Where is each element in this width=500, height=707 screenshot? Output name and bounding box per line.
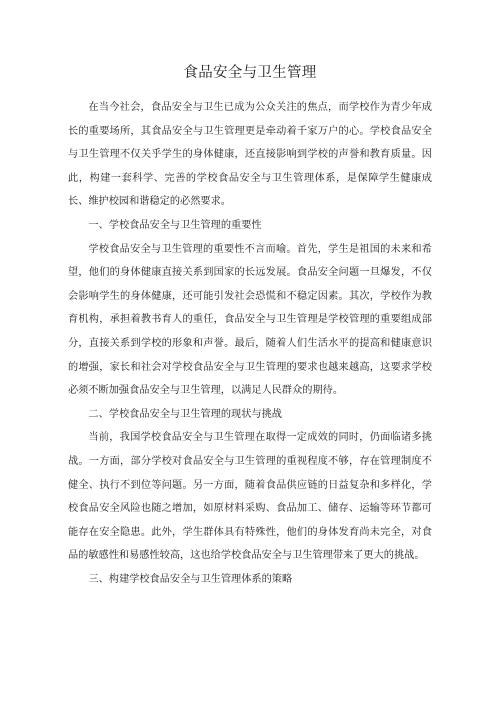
section-heading-status-challenges: 二、学校食品安全与卫生管理的现状与挑战 (88, 408, 282, 420)
section-body-importance: 学校食品安全与卫生管理的重要性不言而喻。首先，学生是祖国的未来和希望，他们的身体健康直接关系到国家的长远发展。食品安全问题一旦爆发，不仅会影响学生的身体健康，还可能引发社会恐慌和不稳定因素。其次，学校作为教育机构，承担着教书育人的重任，食品安全与卫生管理是学校管理的重要组成部分，直接关系到学校的形象和声誉。最后，随着人们生活水平的提高和健康意识的增强，家长和社会对学校食品安全与卫生管理的要求也越来越高，这要求学校必须不断加强食品安全与卫生管理，以满足人民群众的期待。 (68, 243, 432, 397)
document-title: 食品安全与卫生管理 (183, 65, 317, 81)
section-heading-importance: 一、学校食品安全与卫生管理的重要性 (88, 219, 262, 231)
section-body-status-challenges: 当前，我国学校食品安全与卫生管理在取得一定成效的同时，仍面临诸多挑战。一方面，部分学校对食品安全与卫生管理的重视程度不够，存在管理制度不健全、执行不到位等问题。另一方面，随着食品供应链的日益复杂和多样化，学校食品安全风险也随之增加，如原材料采购、食品加工、储存、运输等环节都可能存在安全隐患。此外，学生群体具有特殊性，他们的身体发育尚未完全，对食品的敏感性和易感性较高，这也给学校食品安全与卫生管理带来了更大的挑战。 (68, 432, 432, 562)
intro-paragraph: 在当今社会，食品安全与卫生已成为公众关注的焦点，而学校作为青少年成长的重要场所，其食品安全与卫生管理更是牵动着千家万户的心。学校食品安全与卫生管理不仅关乎学生的身体健康，还直接影响到学校的声誉和教育质量。因此，构建一套科学、完善的学校食品安全与卫生管理体系，是保障学生健康成长、维护校园和谐稳定的必然要求。 (68, 102, 432, 208)
section-heading-strategy: 三、构建学校食品安全与卫生管理体系的策略 (88, 573, 293, 585)
